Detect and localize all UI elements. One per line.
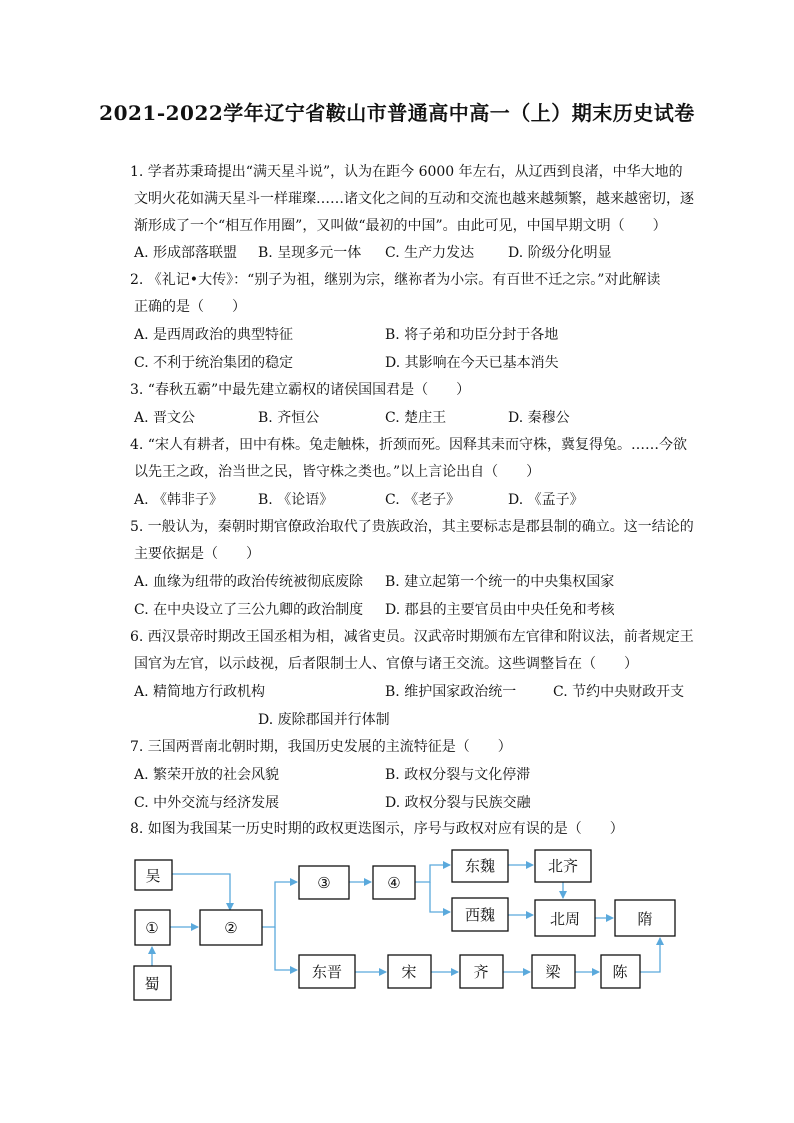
arrow-4-to-xiwei — [430, 882, 450, 912]
question-8-line-1: 8. 如图为我国某一历史时期的政权更迭图示，序号与政权对应有误的是（ ） — [130, 821, 624, 837]
label-beizhou: 北周 — [549, 910, 581, 928]
question-2-option-b[interactable]: B. 将子弟和功臣分封于各地 — [385, 327, 559, 343]
label-qi: 齐 — [473, 963, 489, 981]
question-6-line-1: 6. 西汉景帝时期改王国丞相为相，减省吏员。汉武帝时期颁布左官律和附议法，前者规定王 — [130, 629, 694, 645]
label-2: ② — [224, 919, 238, 937]
exam-title: 2021-2022学年辽宁省鞍山市普通高中高一（上）期末历史试卷 — [99, 101, 695, 125]
question-1-line-1: 1. 学者苏秉琦提出“满天星斗说”，认为在距今 6000 年左右，从辽西到良渚，中华大地的 — [130, 164, 683, 180]
question-1-option-b[interactable]: B. 呈现多元一体 — [258, 245, 362, 261]
question-4-line-1: 4. “宋人有耕者，田中有株。兔走触株，折颈而死。因释其耒而守株，冀复得兔。……今欲 — [130, 437, 687, 453]
question-1-line-3: 渐形成了一个“相互作用圈”，又叫做“最初的中国”。由此可见，中国早期文明（ ） — [134, 218, 667, 234]
question-5-line-1: 5. 一般认为，秦朝时期官僚政治取代了贵族政治，其主要标志是郡县制的确立。这一结论的 — [130, 519, 694, 535]
question-7-option-b[interactable]: B. 政权分裂与文化停滞 — [385, 767, 531, 783]
question-6-option-a[interactable]: A. 精简地方行政机构 — [134, 684, 266, 700]
question-2-option-d[interactable]: D. 其影响在今天已基本消失 — [385, 355, 559, 371]
label-chen: 陈 — [612, 963, 628, 981]
question-4-option-d[interactable]: D. 《孟子》 — [508, 492, 584, 508]
question-3-option-b[interactable]: B. 齐恒公 — [258, 410, 320, 426]
question-1-option-a[interactable]: A. 形成部落联盟 — [134, 245, 238, 261]
question-5-option-d[interactable]: D. 郡县的主要官员由中央任免和考核 — [385, 602, 615, 618]
arrow-2-to-dongjin — [275, 927, 297, 970]
arrow-4-to-dongwei — [415, 865, 450, 882]
question-5-option-a[interactable]: A. 血缘为纽带的政治传统被彻底废除 — [134, 574, 364, 590]
question-4-option-b[interactable]: B. 《论语》 — [258, 492, 334, 508]
label-4: ④ — [387, 874, 401, 892]
question-3-line-1: 3. “春秋五霸”中最先建立霸权的诸侯国国君是（ ） — [130, 382, 471, 398]
label-shu: 蜀 — [144, 975, 160, 993]
question-6-option-d[interactable]: D. 废除郡国并行体制 — [258, 712, 390, 728]
question-2-line-2: 正确的是（ ） — [134, 299, 246, 315]
question-4-line-2: 以先王之政，治当世之民，皆守株之类也。”以上言论出自（ ） — [134, 464, 541, 480]
question-3-option-d[interactable]: D. 秦穆公 — [508, 410, 570, 426]
question-6-line-2: 国官为左官，以示歧视，后者限制士人、官僚与诸王交流。这些调整旨在（ ） — [134, 656, 638, 672]
question-5-line-2: 主要依据是（ ） — [134, 546, 260, 562]
label-song: 宋 — [401, 963, 417, 981]
label-xiwei: 西魏 — [464, 906, 496, 924]
label-sui: 隋 — [637, 910, 653, 928]
question-3-option-c[interactable]: C. 楚庄王 — [385, 410, 447, 426]
arrow-2-to-3 — [262, 882, 297, 927]
question-2-option-a[interactable]: A. 是西周政治的典型特征 — [134, 327, 294, 343]
label-beiqi: 北齐 — [547, 857, 579, 875]
question-6-option-b[interactable]: B. 维护国家政治统一 — [385, 684, 517, 700]
question-2-line-1: 2. 《礼记•大传》：“别子为祖，继别为宗，继祢者为小宗。有百世不迁之宗。”对此解读 — [130, 272, 661, 288]
question-5-option-c[interactable]: C. 在中央设立了三公九卿的政治制度 — [134, 602, 364, 618]
question-3-option-a[interactable]: A. 晋文公 — [134, 410, 196, 426]
label-dongwei: 东魏 — [464, 857, 496, 875]
label-liang: 梁 — [545, 963, 561, 981]
arrow-chen-to-sui — [640, 938, 660, 972]
question-7-option-a[interactable]: A. 繁荣开放的社会风貌 — [134, 767, 280, 783]
label-3: ③ — [317, 874, 331, 892]
arrow-wu-to-2 — [172, 874, 230, 910]
question-7-option-c[interactable]: C. 中外交流与经济发展 — [134, 795, 280, 811]
label-wu: 吴 — [145, 867, 161, 885]
question-1-line-2: 文明火花如满天星斗一样璀璨……诸文化之间的互动和交流也越来越频繁，越来越密切，逐 — [134, 191, 694, 207]
question-2-option-c[interactable]: C. 不利于统治集团的稳定 — [134, 355, 294, 371]
question-6-option-c[interactable]: C. 节约中央财政开支 — [553, 684, 685, 700]
label-dongjin: 东晋 — [311, 963, 343, 981]
question-7-line-1: 7. 三国两晋南北朝时期，我国历史发展的主流特征是（ ） — [130, 739, 512, 755]
question-4-option-c[interactable]: C. 《老子》 — [385, 492, 461, 508]
question-4-option-a[interactable]: A. 《韩非子》 — [134, 492, 224, 508]
question-1-option-c[interactable]: C. 生产力发达 — [385, 245, 475, 261]
label-1: ① — [145, 919, 159, 937]
question-5-option-b[interactable]: B. 建立起第一个统一的中央集权国家 — [385, 574, 615, 590]
question-7-option-d[interactable]: D. 政权分裂与民族交融 — [385, 795, 531, 811]
question-1-option-d[interactable]: D. 阶级分化明显 — [508, 245, 612, 261]
